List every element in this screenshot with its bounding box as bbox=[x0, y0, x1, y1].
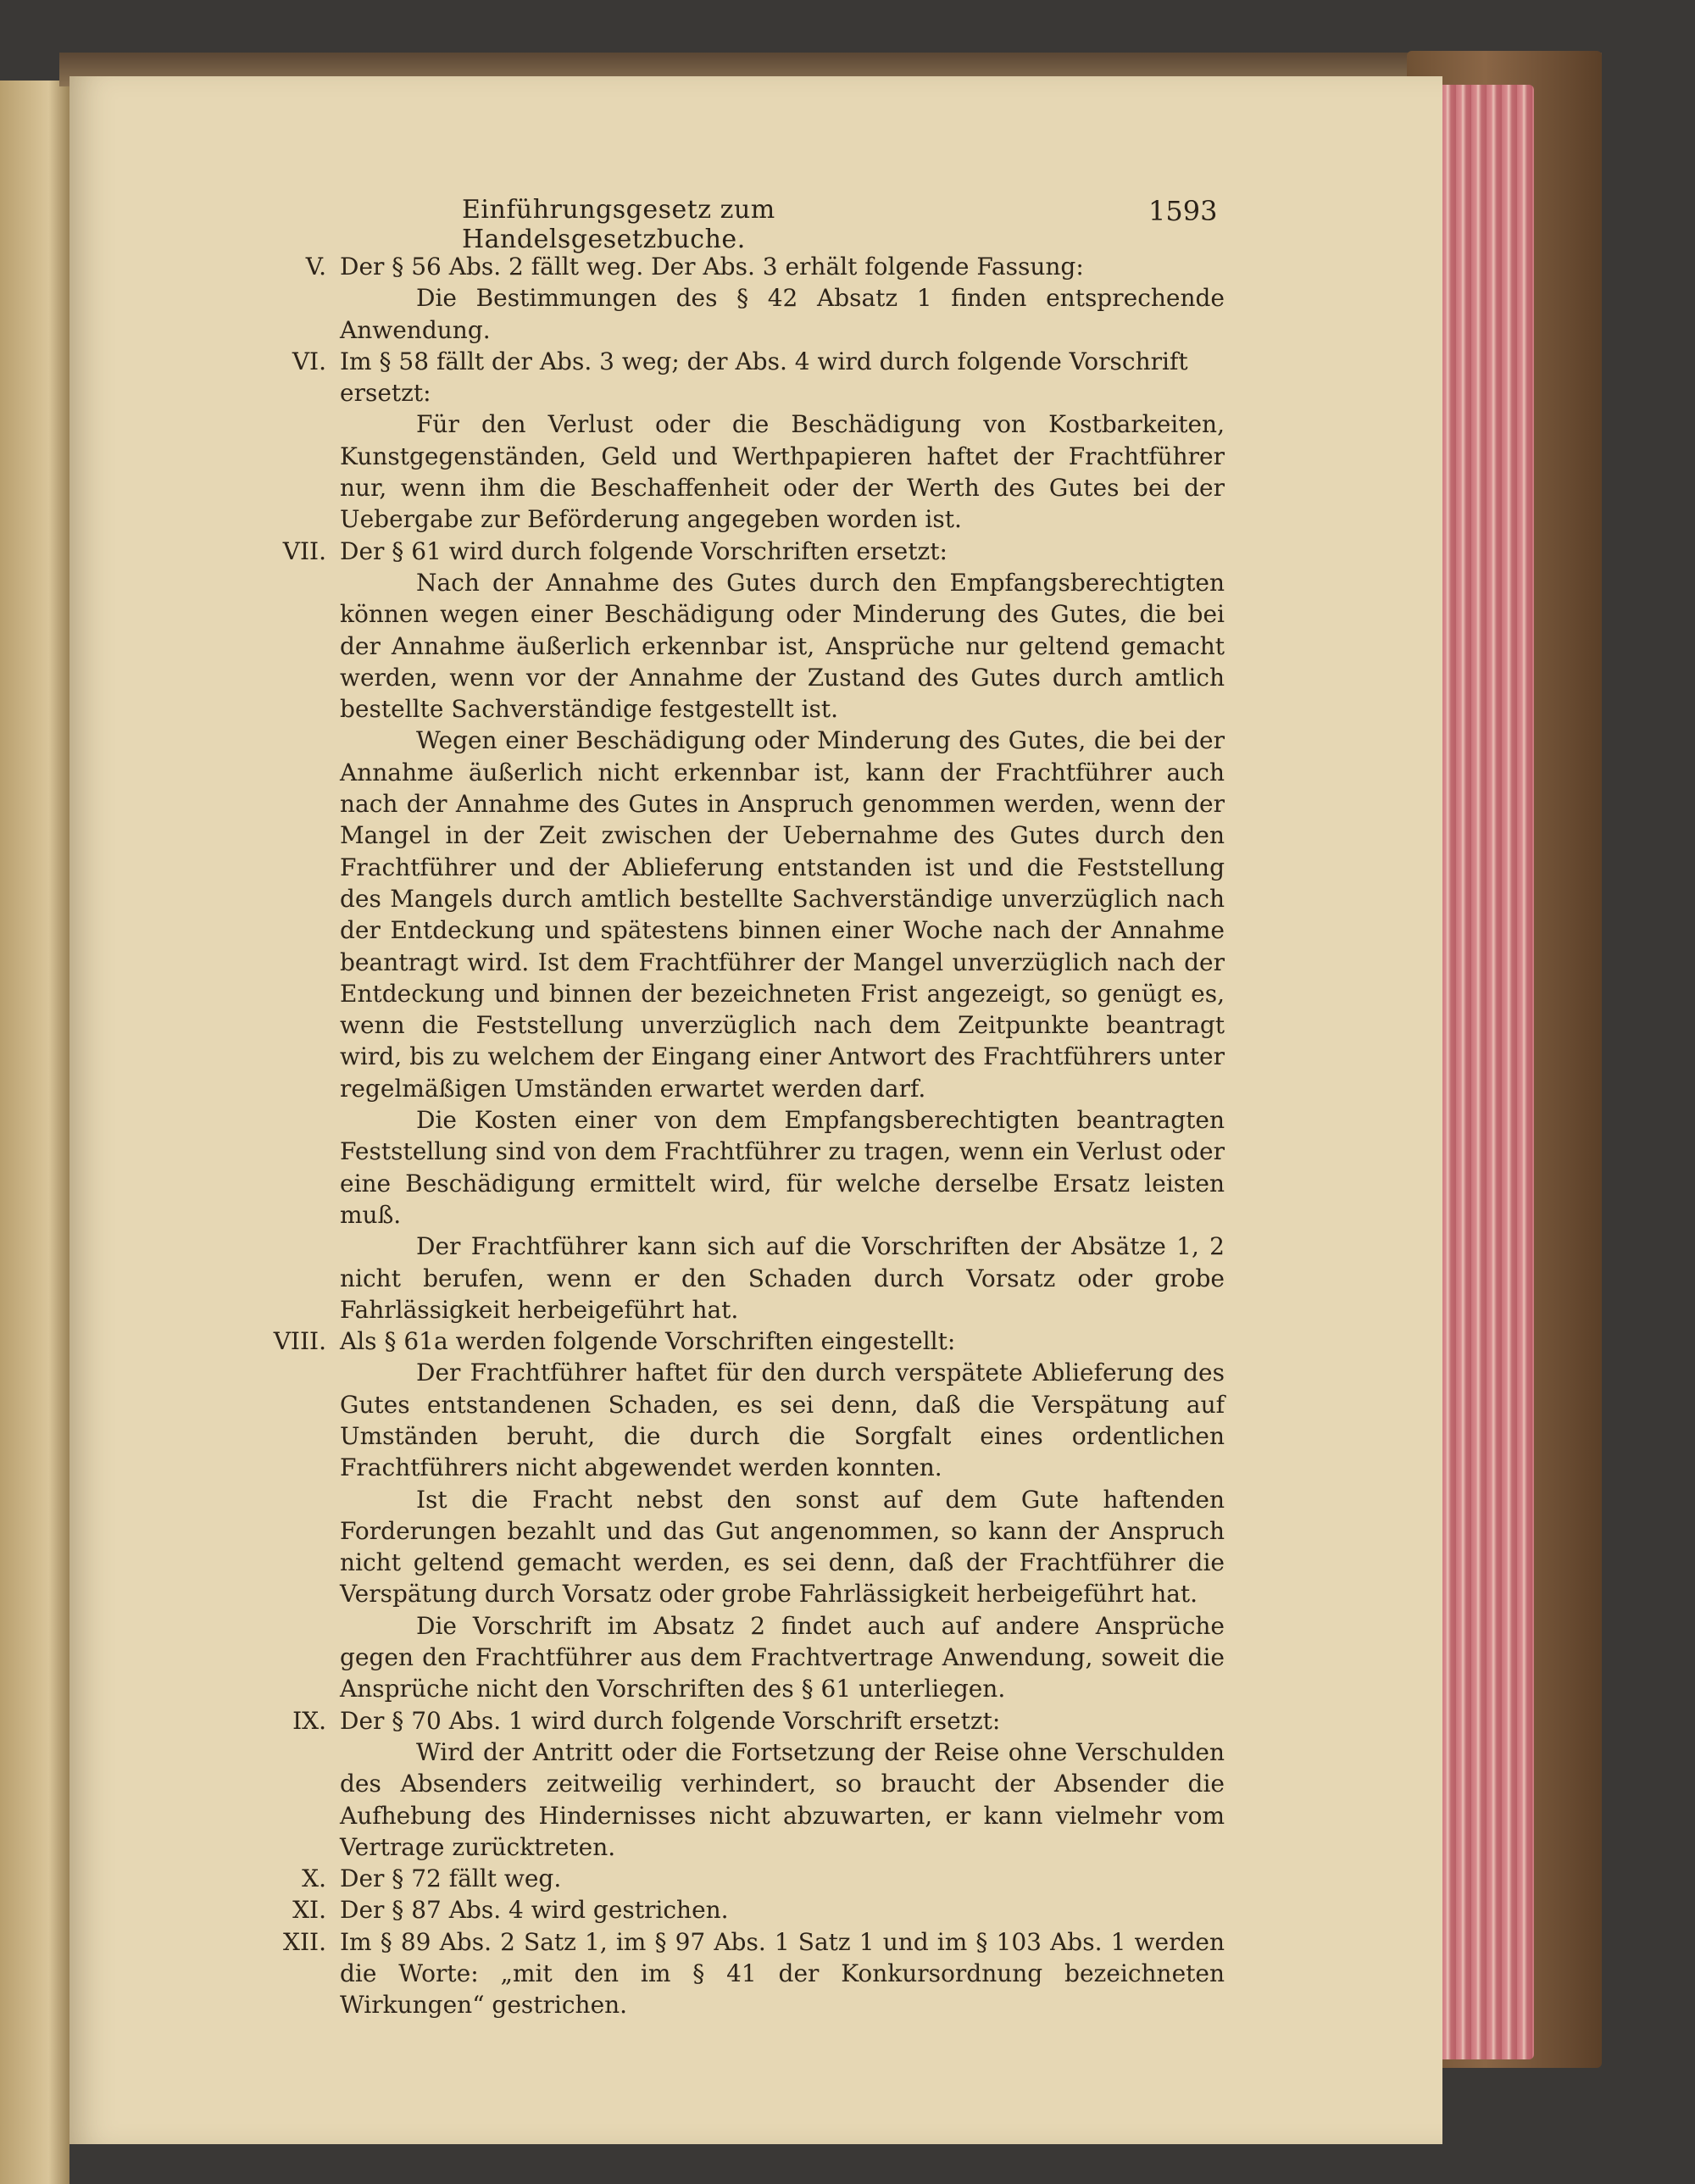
section-heading: Der § 70 Abs. 1 wird durch folgende Vorschrift ersetzt: bbox=[340, 1706, 1001, 1735]
section-body bbox=[340, 346, 1225, 536]
section-number: VIII. bbox=[273, 1327, 326, 1356]
paragraph: Nach der Annahme des Gutes durch den Empfangsberechtigten können wegen einer Beschädigung oder Minderung des Gutes, die bei der Annahme äußerlich erkennbar ist, Ansprüche nur geltend gemacht werden, wenn vor der Annahme der Zustand des Gutes durch amtlich bestellte Sachverständige festgestellt ist. bbox=[340, 568, 1225, 724]
paragraph: Ist die Fracht nebst den sonst auf dem Gute haftenden Forderungen bezahlt und das Gut angenommen, so kann der Anspruch nicht geltend gemacht werden, es sei denn, daß der Frachtführer die Verspätung durch Vorsatz oder grobe Fahrlässigkeit herbeigeführt hat. bbox=[340, 1485, 1225, 1609]
section-heading: Der § 72 fällt weg. bbox=[340, 1864, 562, 1893]
section-number: XII. bbox=[283, 1927, 326, 1956]
section-heading: Im § 89 Abs. 2 Satz 1, im § 97 Abs. 1 Satz 1 und im § 103 Abs. 1 werden die Worte: „mit den im § 41 der Konkursordnung bezeichneten Wirkungen“ gestrichen. bbox=[340, 1927, 1225, 2020]
section bbox=[250, 1926, 1225, 2021]
section-body bbox=[340, 1863, 1225, 1894]
section-number: VI. bbox=[292, 347, 326, 375]
section bbox=[250, 536, 1225, 1325]
section-number: VII. bbox=[282, 536, 326, 565]
running-head: Einführungsgesetz zum Handelsgesetzbuche. bbox=[462, 195, 775, 254]
section-body bbox=[340, 1926, 1225, 2021]
paragraph: Der Frachtführer kann sich auf die Vorschriften der Absätze 1, 2 nicht berufen, wenn er den Schaden durch Vorsatz oder grobe Fahrlässigkeit herbeigeführt hat. bbox=[340, 1232, 1225, 1324]
section bbox=[250, 1894, 1225, 1926]
page-edges bbox=[1441, 85, 1534, 2059]
paragraph: Die Bestimmungen des § 42 Absatz 1 finden entsprechende Anwendung. bbox=[340, 284, 1225, 344]
section-number: IX. bbox=[292, 1706, 326, 1735]
body-text bbox=[250, 251, 1225, 2021]
section bbox=[250, 1863, 1225, 1894]
section bbox=[250, 1705, 1225, 1863]
section bbox=[250, 346, 1225, 536]
paragraph: Für den Verlust oder die Beschädigung von Kostbarkeiten, Kunstgegenständen, Geld und Werthpapieren haftet der Frachtführer nur, wenn ihm die Beschaffenheit oder der Werth des Gutes bei der Uebergabe zur Beförderung angegeben worden ist. bbox=[340, 410, 1225, 534]
left-page-edge bbox=[0, 81, 69, 2184]
page-number: 1593 bbox=[1148, 195, 1218, 227]
section-body bbox=[340, 1894, 1225, 1926]
section-heading: Der § 56 Abs. 2 fällt weg. Der Abs. 3 erhält folgende Fassung: bbox=[340, 253, 1084, 281]
section-heading: Als § 61a werden folgende Vorschriften eingestellt: bbox=[340, 1327, 956, 1356]
section-number: X. bbox=[302, 1864, 326, 1893]
section-heading: Im § 58 fällt der Abs. 3 weg; der Abs. 4 wird durch folgende Vorschrift ersetzt: bbox=[340, 347, 1188, 408]
section-number: XI. bbox=[292, 1896, 326, 1925]
section-body bbox=[340, 1705, 1225, 1863]
section bbox=[250, 251, 1225, 346]
section-body bbox=[340, 251, 1225, 346]
paragraph: Die Vorschrift im Absatz 2 findet auch auf andere Ansprüche gegen den Frachtführer aus dem Frachtvertrage Anwendung, soweit die Ansprüche nicht den Vorschriften des § 61 unterliegen. bbox=[340, 1611, 1225, 1703]
section bbox=[250, 1325, 1225, 1705]
section-body bbox=[340, 1325, 1225, 1705]
section-number: V. bbox=[305, 253, 326, 281]
section-heading: Der § 61 wird durch folgende Vorschriften ersetzt: bbox=[340, 536, 948, 565]
section-body bbox=[340, 536, 1225, 1325]
paragraph: Wegen einer Beschädigung oder Minderung des Gutes, die bei der Annahme äußerlich nicht erkennbar ist, kann der Frachtführer auch nach der Annahme des Gutes in Anspruch genommen werden, wenn der Mangel in der Zeit zwischen der Uebernahme des Gutes durch den Frachtführer und der Ablieferung entstanden ist und die Feststellung des Mangels durch amtlich bestellte Sachverständige unverzüglich nach der Entdeckung und spätestens binnen einer Woche nach der Annahme beantragt wird. Ist dem Frachtführer der Mangel unverzüglich nach der Entdeckung und binnen der bezeichneten Frist angezeigt, so genügt es, wenn die Feststellung unverzüglich nach dem Zeitpunkte beantragt wird, bis zu welchem der Eingang einer Antwort des Frachtführers unter regelmäßigen Umständen erwartet werden darf. bbox=[340, 726, 1225, 1103]
paragraph: Wird der Antritt oder die Fortsetzung der Reise ohne Verschulden des Absenders zeitweilig verhindert, so braucht der Absender die Aufhebung des Hindernisses nicht abzuwarten, er kann vielmehr vom Vertrage zurücktreten. bbox=[340, 1737, 1225, 1861]
paragraph: Die Kosten einer von dem Empfangsberechtigten beantragten Feststellung sind von dem Frachtführer zu tragen, wenn ein Verlust oder eine Beschädigung ermittelt wird, für welche derselbe Ersatz leisten muß. bbox=[340, 1106, 1225, 1229]
section-heading: Der § 87 Abs. 4 wird gestrichen. bbox=[340, 1896, 729, 1925]
paragraph: Der Frachtführer haftet für den durch verspätete Ablieferung des Gutes entstandenen Schaden, es sei denn, daß die Verspätung auf Umständen beruht, die durch die Sorgfalt eines ordentlichen Frachtführers nicht abgewendet werden konnten. bbox=[340, 1359, 1225, 1482]
